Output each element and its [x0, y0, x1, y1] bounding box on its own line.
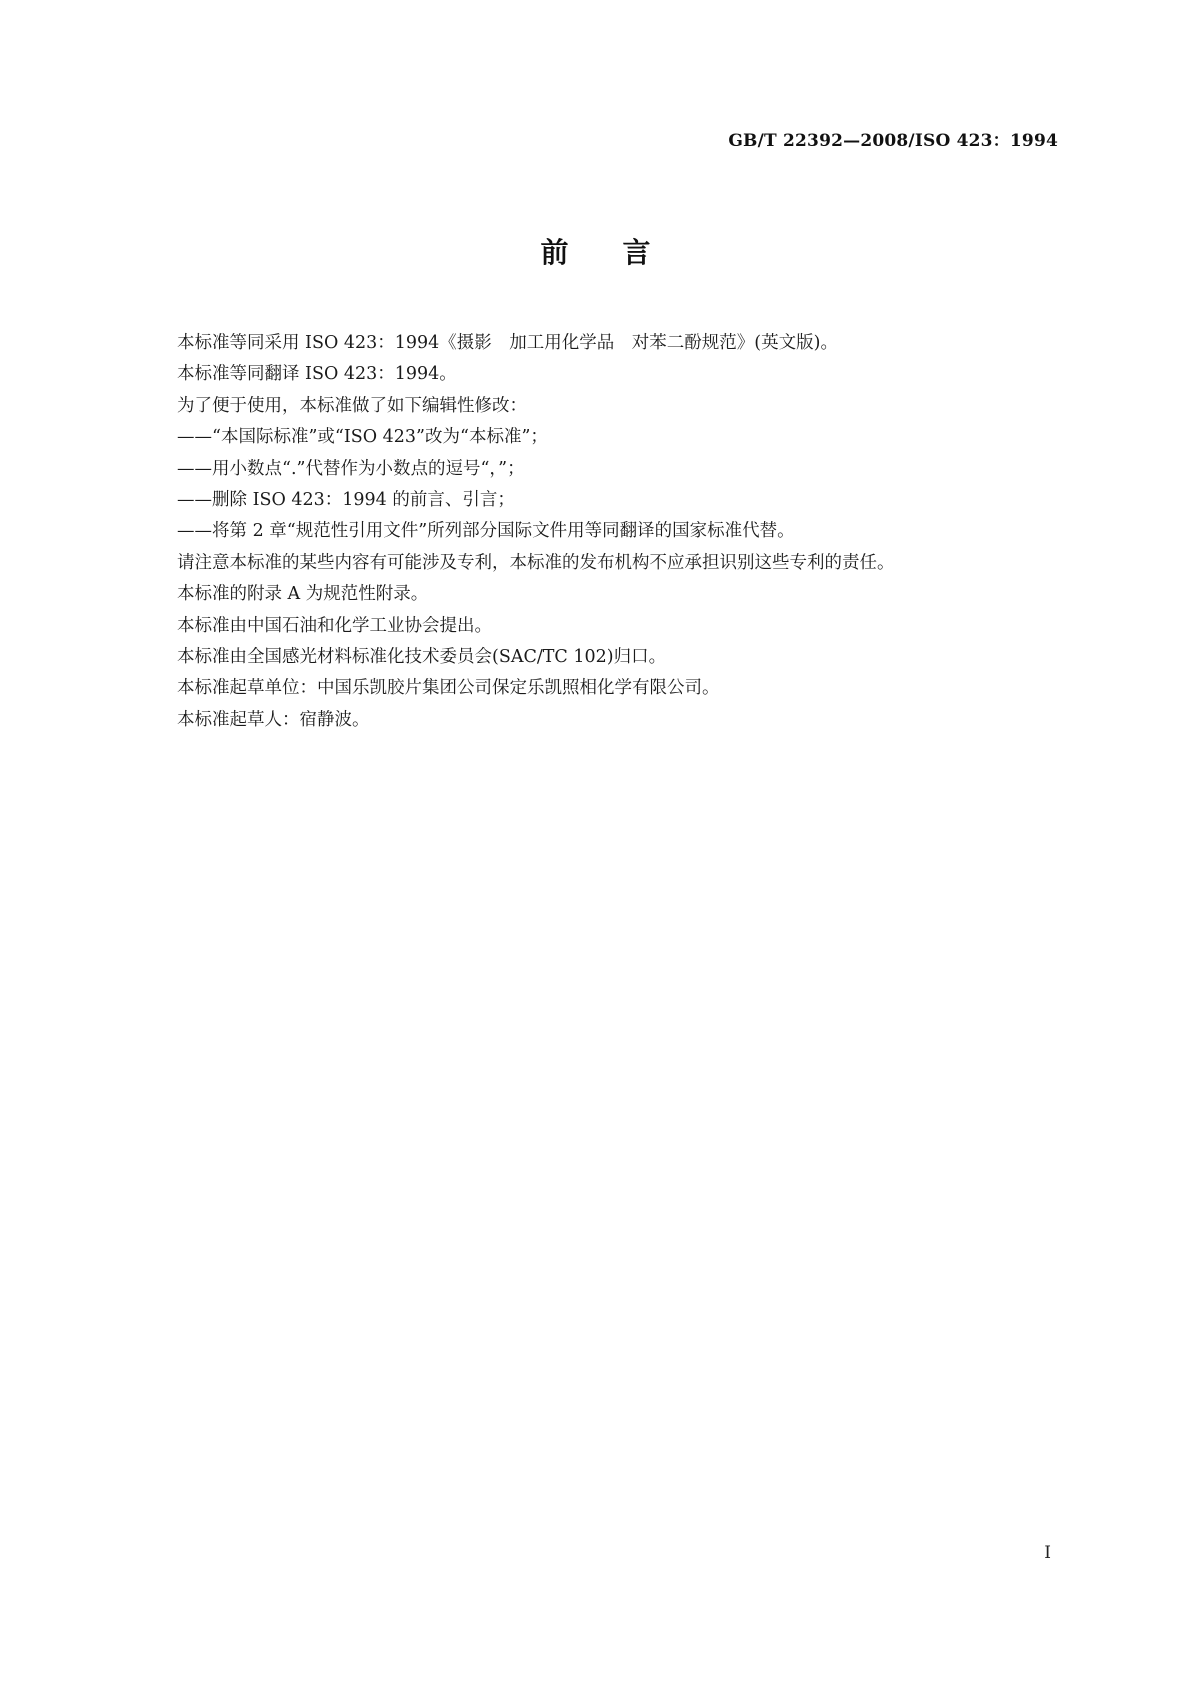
paragraph: 本标准由中国石油和化学工业协会提出。 — [177, 615, 492, 636]
list-item: ——用小数点“.”代替作为小数点的逗号“，”； — [177, 458, 525, 479]
list-item: ——将第 2 章“规范性引用文件”所列部分国际文件用等同翻译的国家标准代替。 — [177, 521, 795, 542]
standard-code-header: GB/T 22392—2008/ISO 423：1994 — [728, 131, 1058, 151]
paragraph: 本标准等同翻译 ISO 423：1994。 — [177, 364, 457, 385]
paragraph: 本标准由全国感光材料标准化技术委员会(SAC/TC 102)归口。 — [177, 647, 667, 668]
list-item: ——“本国际标准”或“ISO 423”改为“本标准”； — [177, 427, 548, 448]
paragraph: 为了便于使用，本标准做了如下编辑性修改： — [177, 395, 527, 416]
foreword-body — [177, 328, 1057, 736]
paragraph: 本标准起草单位：中国乐凯胶片集团公司保定乐凯照相化学有限公司。 — [177, 678, 720, 699]
page-number: I — [1044, 1543, 1051, 1563]
paragraph: 请注意本标准的某些内容有可能涉及专利，本标准的发布机构不应承担识别这些专利的责任。 — [177, 552, 895, 573]
list-item: ——删除 ISO 423：1994 的前言、引言； — [177, 490, 515, 511]
paragraph: 本标准等同采用 ISO 423：1994《摄影 加工用化学品 对苯二酚规范》(英文版)。 — [177, 333, 838, 353]
page-title: 前言 — [540, 236, 705, 269]
paragraph: 本标准的附录 A 为规范性附录。 — [177, 584, 429, 605]
paragraph: 本标准起草人：宿静波。 — [177, 709, 370, 730]
